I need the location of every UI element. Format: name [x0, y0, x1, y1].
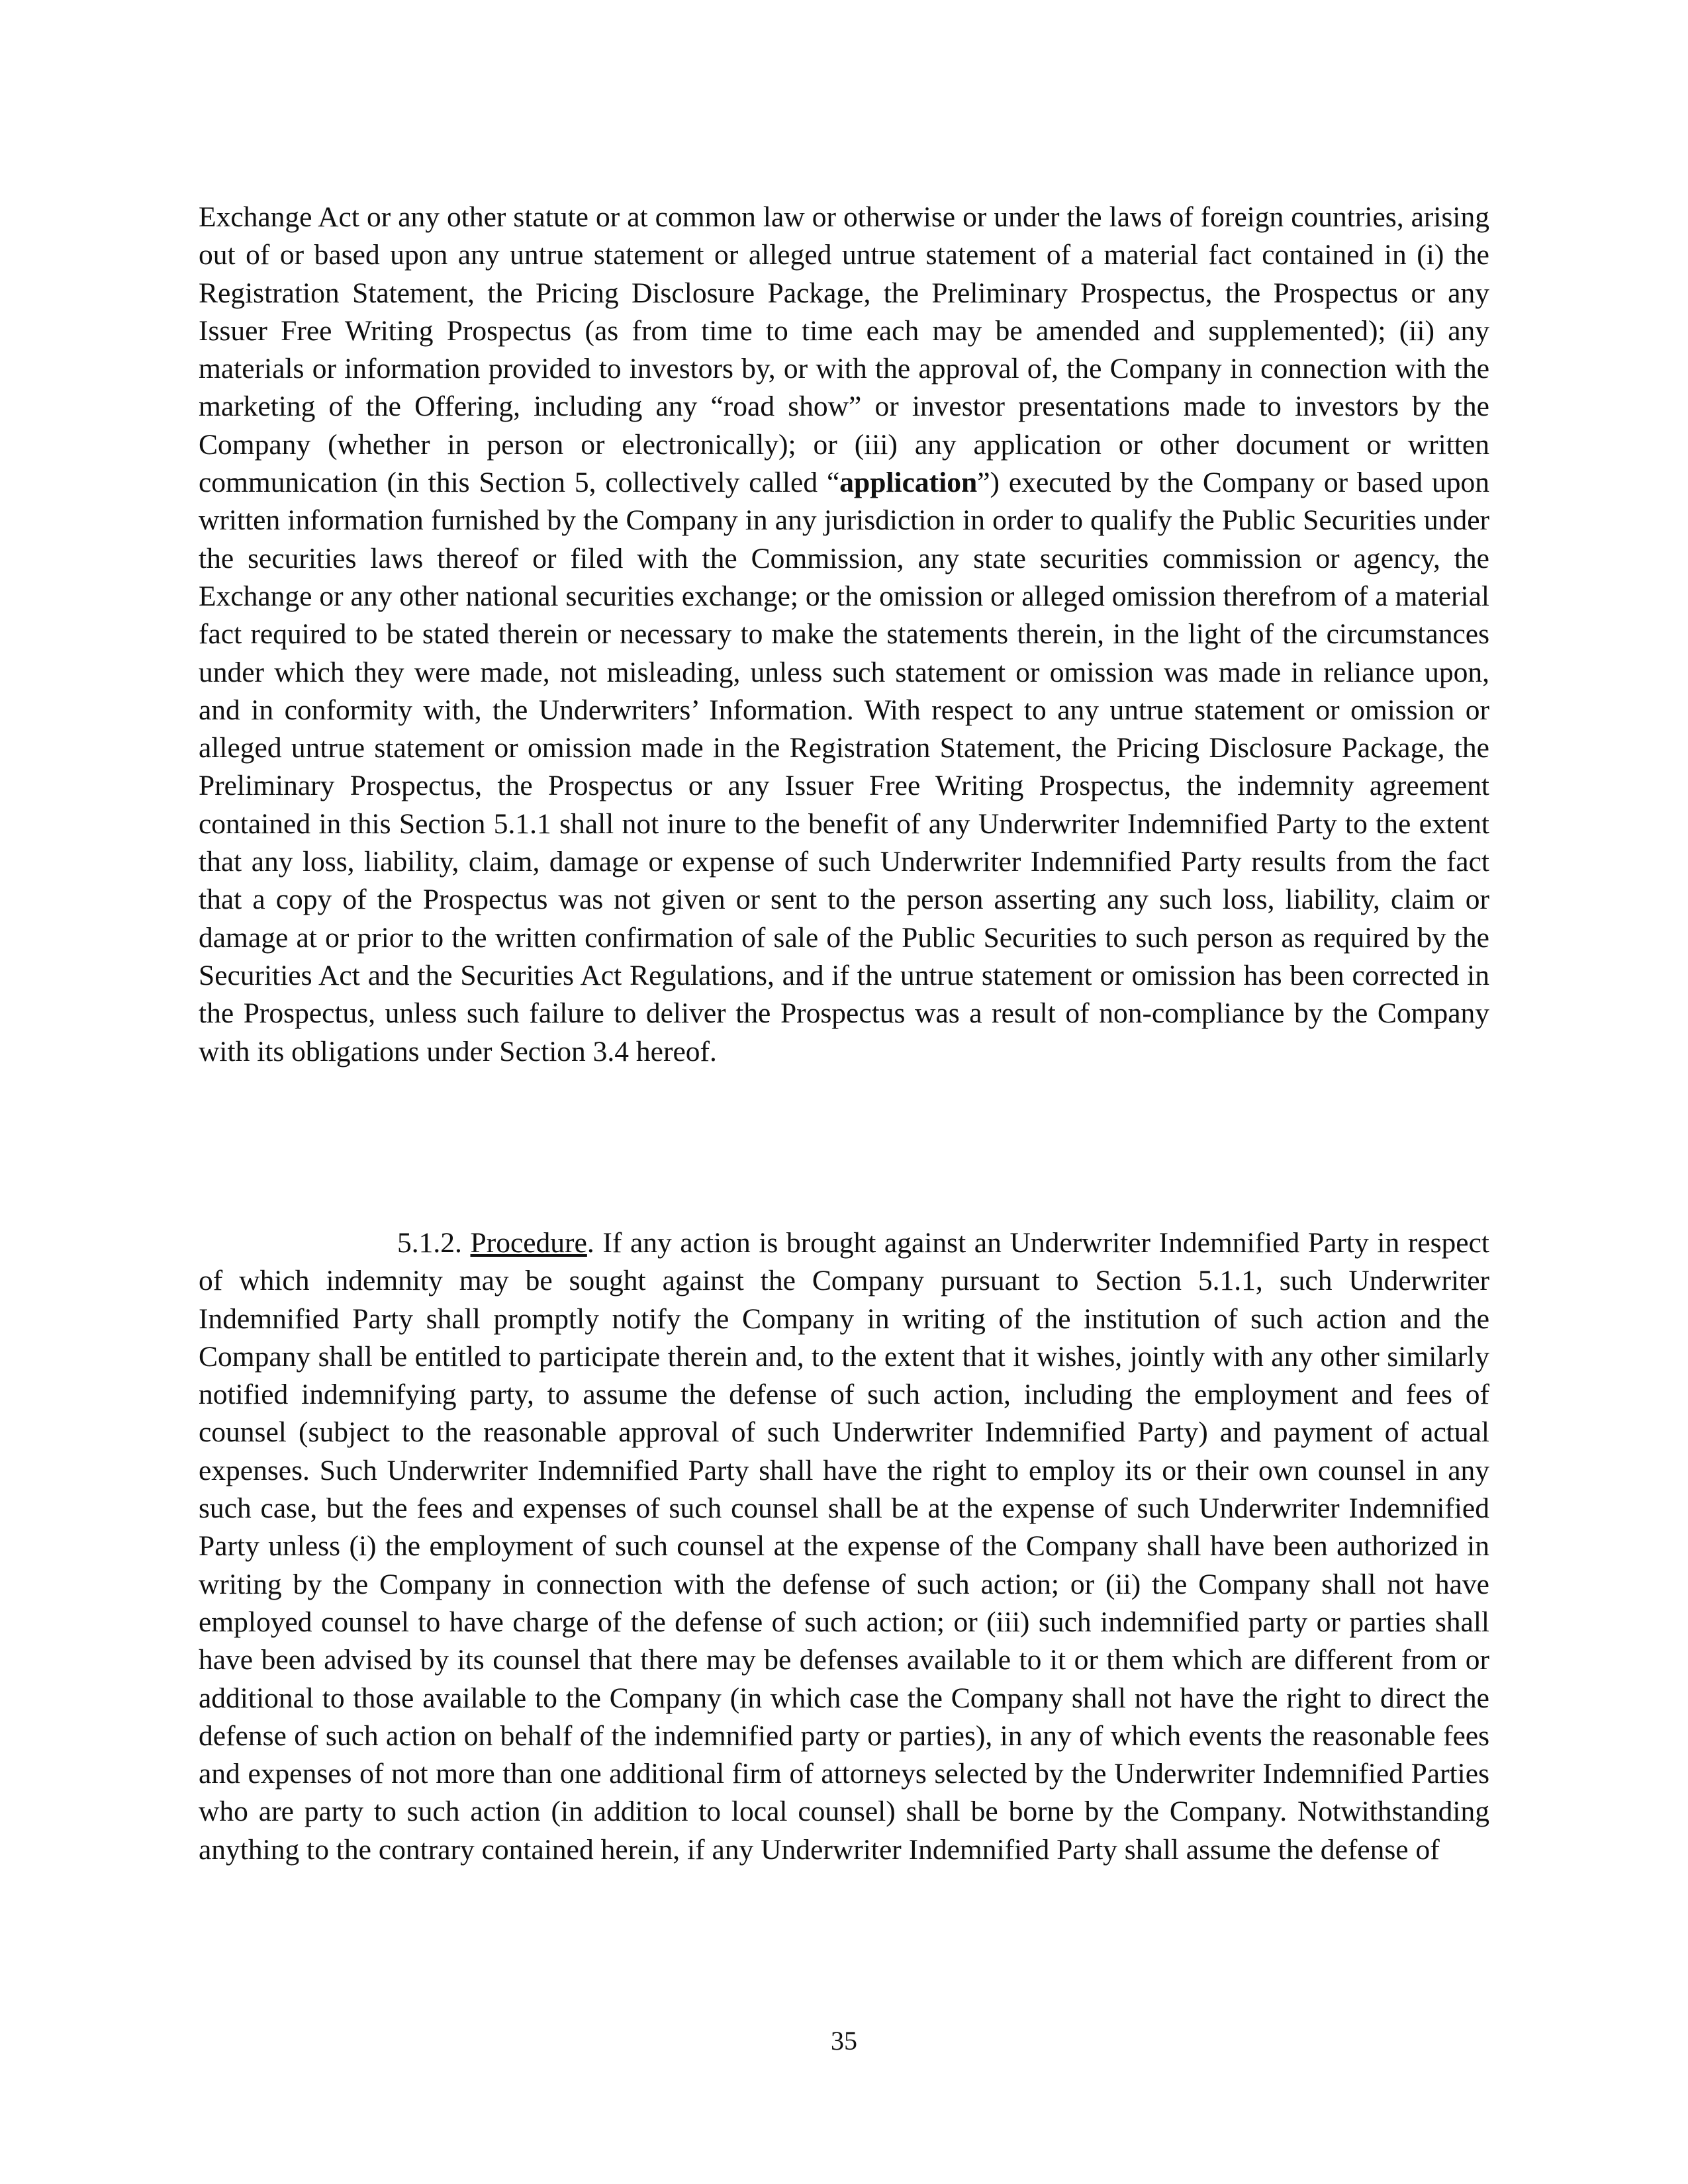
paragraph-procedure — [199, 1224, 1489, 1869]
paragraph-1-text — [199, 199, 1489, 1071]
page-number: 35 — [831, 2026, 857, 2056]
paragraph-2-text — [199, 1224, 1489, 1869]
paragraph-1-part-2: ”) executed by the Company or based upon written information furnished by the Company in any jurisdiction in order to qualify the Public Securities under the securities laws thereof or filed with the Commission, any state securities commission or agency, the Exchange or any other national securities exchange; or the omission or alleged omission therefrom of a material fact required to be stated therein or necessary to make the statements therein, in the light of the circumstances under which they were made, not misleading, unless such statement or omission was made in reliance upon, and in conformity with, the Underwriters’ Information. With respect to any untrue statement or omission or alleged untrue statement or omission made in the Registration Statement, the Pricing Disclosure Package, the Preliminary Prospectus, the Prospectus or any Issuer Free Writing Prospectus, the indemnity agreement contained in this Section 5.1.1 shall not inure to the benefit of any Underwriter Indemnified Party to the extent that any loss, liability, claim, damage or expense of such Underwriter Indemnified Party results from the fact that a copy of the Prospectus was not given or sent to the person asserting any such loss, liability, claim or damage at or prior to the written confirmation of sale of the Public Securities to such person as required by the Securities Act and the Securities Act Regulations, and if the untrue statement or omission has been corrected in the Prospectus, unless such failure to deliver the Prospectus was a result of non-compliance by the Company with its obligations under Section 3.4 hereof. — [199, 467, 1489, 1068]
section-heading-procedure: Procedure — [470, 1227, 587, 1259]
defined-term-application: application — [839, 467, 978, 499]
paragraph-2-body: . If any action is brought against an Underwriter Indemnified Party in respect of which indemnity may be sought against the Company pursuant to Section 5.1.1, such Underwriter Indemnified Party shall promptly notify the Company in writing of the institution of such action and the Company shall be entitled to participate therein and, to the extent that it wishes, jointly with any other similarly notified indemnifying party, to assume the defense of such action, including the employment and fees of counsel (subject to the reasonable approval of such Underwriter Indemnified Party) and payment of actual expenses. Such Underwriter Indemnified Party shall have the right to employ its or their own counsel in any such case, but the fees and expenses of such counsel shall be at the expense of such Underwriter Indemnified Party unless (i) the employment of such counsel at the expense of the Company shall have been authorized in writing by the Company in connection with the defense of such action; or (ii) the Company shall not have employed counsel to have charge of the defense of such action; or (iii) such indemnified party or parties shall have been advised by its counsel that there may be defenses available to it or them which are different from or additional to those available to the Company (in which case the Company shall not have the right to direct the defense of such action on behalf of the indemnified party or parties), in any of which events the reasonable fees and expenses of not more than one additional firm of attorneys selected by the Underwriter Indemnified Parties who are party to such action (in addition to local counsel) shall be borne by the Company. Notwithstanding anything to the contrary contained herein, if any Underwriter Indemnified Party shall assume the defense of — [199, 1227, 1490, 1866]
paragraph-indemnification-continued — [199, 199, 1489, 1071]
section-number: 5.1.2. — [397, 1227, 462, 1259]
paragraph-1-part-1: Exchange Act or any other statute or at common law or otherwise or under the laws of foreign countries, arising out of or based upon any untrue statement or alleged untrue statement of a material fact contained in (i) the Registration Statement, the Pricing Disclosure Package, the Preliminary Prospectus, the Prospectus or any Issuer Free Writing Prospectus (as from time to time each may be amended and supplemented); (ii) any materials or information provided to investors by, or with the approval of, the Company in connection with the marketing of the Offering, including any “road show” or investor presentations made to investors by the Company (whether in person or electronically); or (iii) any application or other document or written communication (in this Section 5, collectively called “ — [199, 201, 1489, 499]
